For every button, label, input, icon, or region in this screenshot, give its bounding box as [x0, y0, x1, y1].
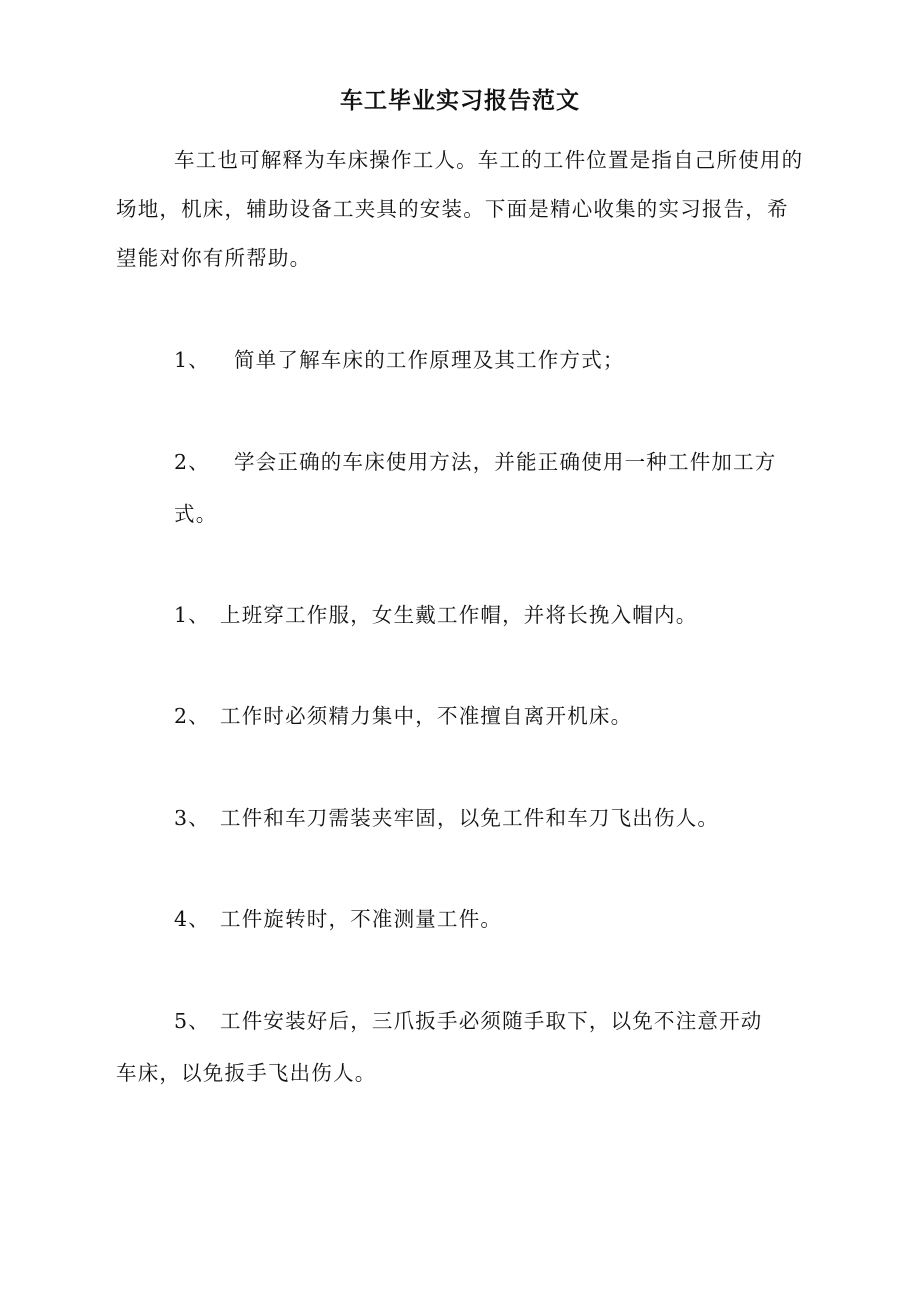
rule-number: 4、 — [174, 907, 210, 931]
goal-text: 学会正确的车床使用方法，并能正确使用一种工件加工方 — [234, 450, 777, 474]
rule-item-5 — [174, 997, 763, 1046]
rule-text: 工件安装好后，三爪扳手必须随手取下，以免不注意开动 — [220, 1009, 763, 1033]
rule-text: 工件旋转时，不准测量工件。 — [220, 907, 503, 931]
rule-number: 1、 — [174, 603, 210, 627]
rule-text: 上班穿工作服，女生戴工作帽，并将长挽入帽内。 — [220, 603, 698, 627]
rule-item-5-continuation — [116, 1049, 376, 1098]
rule-text: 工作时必须精力集中，不准擅自离开机床。 — [220, 704, 633, 728]
goal-text-continuation: 式。 — [174, 502, 218, 526]
goal-number: 2、 — [174, 450, 210, 474]
document-title: 车工毕业实习报告范文 — [340, 87, 580, 114]
goal-number: 1、 — [174, 348, 210, 372]
rule-item-3 — [174, 794, 719, 843]
goal-item-2-continuation — [174, 490, 217, 539]
rule-text-continuation: 车床，以免扳手飞出伤人。 — [116, 1061, 377, 1085]
rule-text: 工件和车刀需装夹牢固，以免工件和车刀飞出伤人。 — [220, 806, 720, 830]
goal-text: 简单了解车床的工作原理及其工作方式； — [234, 348, 625, 372]
rule-number: 3、 — [174, 806, 210, 830]
rule-item-2 — [174, 692, 632, 741]
rule-number: 5、 — [174, 1009, 210, 1033]
intro-paragraph: 车工也可解释为车床操作工人。车工的工件位置是指自己所使用的场地，机床，辅助设备工夹具的安装。下面是精心收集的实习报告，希望能对你有所帮助。 — [116, 148, 804, 270]
rule-item-1 — [174, 591, 697, 640]
rule-item-4 — [174, 895, 502, 944]
rule-number: 2、 — [174, 704, 210, 728]
goal-item-2 — [174, 438, 777, 487]
goal-item-1 — [174, 336, 625, 385]
